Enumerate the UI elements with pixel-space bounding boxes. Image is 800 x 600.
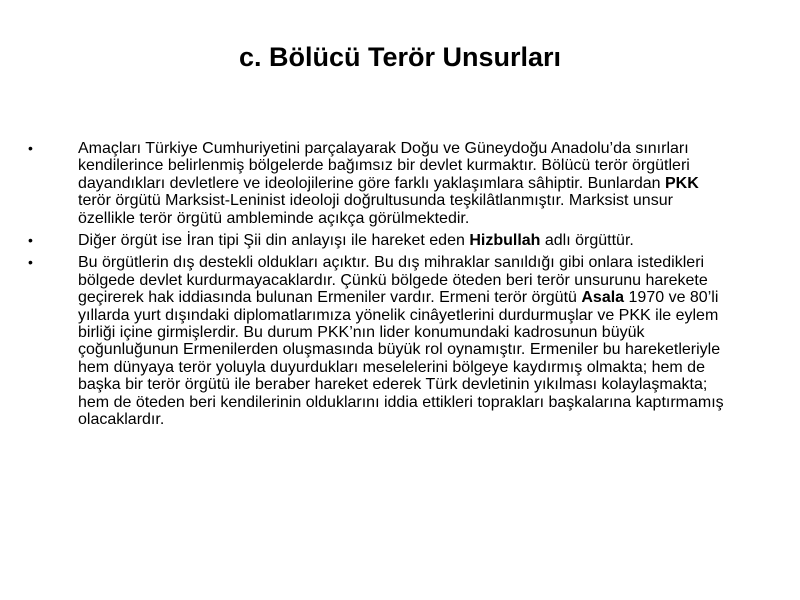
text-segment: adlı örgüttür. <box>540 232 634 250</box>
bullet-text <box>78 232 634 249</box>
bullet-list <box>28 140 728 429</box>
bullet-icon: • <box>28 232 33 249</box>
text-segment: 1970 ve 80’li yıllarda yurt dışındaki diplomatlarımıza yönelik cinâyetlerini durdurmuşlar ve PKK ile eylem birliği içine girmişlerdir. Bu durum PKK’nın lider konumundaki kadrosunun büyük çoğunluğunun Ermenilerden oluşmasında büyük rol oynamıştır. Ermeniler bu hareketleriyle hem dünyaya terör yoluyla duyurdukları meselelerini bölgeye kaydırmış olmakta; hem de başka bir terör örgütü ile beraber hareket ederek Türk devletinin yıkılması kolaylaşmakta; hem de öteden beri kendilerinin olduklarını iddia ettikleri toprakları başkalarına kaptırmamış olacaklardır. <box>78 289 724 429</box>
text-segment: Diğer örgüt ise İran tipi Şii din anlayışı ile hareket eden <box>78 232 470 250</box>
bullet-text <box>78 254 724 428</box>
bullet-icon: • <box>28 254 33 271</box>
text-segment: Bu örgütlerin dış destekli oldukları açıktır. Bu dış mihraklar sanıldığı gibi onlara istedikleri bölgede devlet kurdurmayacaklardır. Çünkü bölgede öteden beri terör unsurunu harekete geçirerek hak iddiasında bulunan Ermeniler vardır. Ermeni terör örgütü <box>78 254 708 307</box>
bold-term: Hizbullah <box>469 232 541 250</box>
bold-term: PKK <box>664 174 699 192</box>
bullet-item <box>28 140 728 227</box>
bullet-icon: • <box>28 140 33 156</box>
bullet-text <box>78 140 699 227</box>
bold-term: Asala <box>581 289 625 307</box>
text-segment: terör örgütü Marksist-Leninist ideoloji doğrultusunda teşkilâtlanmıştır. Marksist unsur özellikle terör örgütü ambleminde açıkça görülmektedir. <box>78 192 673 227</box>
bullet-item <box>28 232 728 249</box>
slide-title: c. Bölücü Terör Unsurları <box>238 42 562 72</box>
text-segment: Amaçları Türkiye Cumhuriyetini parçalayarak Doğu ve Güneydoğu Anadolu’da sınırları kendilerince belirlenmiş bölgelerde bağımsız bir devlet kurmaktır. Bölücü terör örgütleri dayandıkları devletlere ve ideolojilerine göre farklı yaklaşımlara sâhiptir. Bunlardan <box>78 140 690 192</box>
bullet-item <box>28 254 728 428</box>
